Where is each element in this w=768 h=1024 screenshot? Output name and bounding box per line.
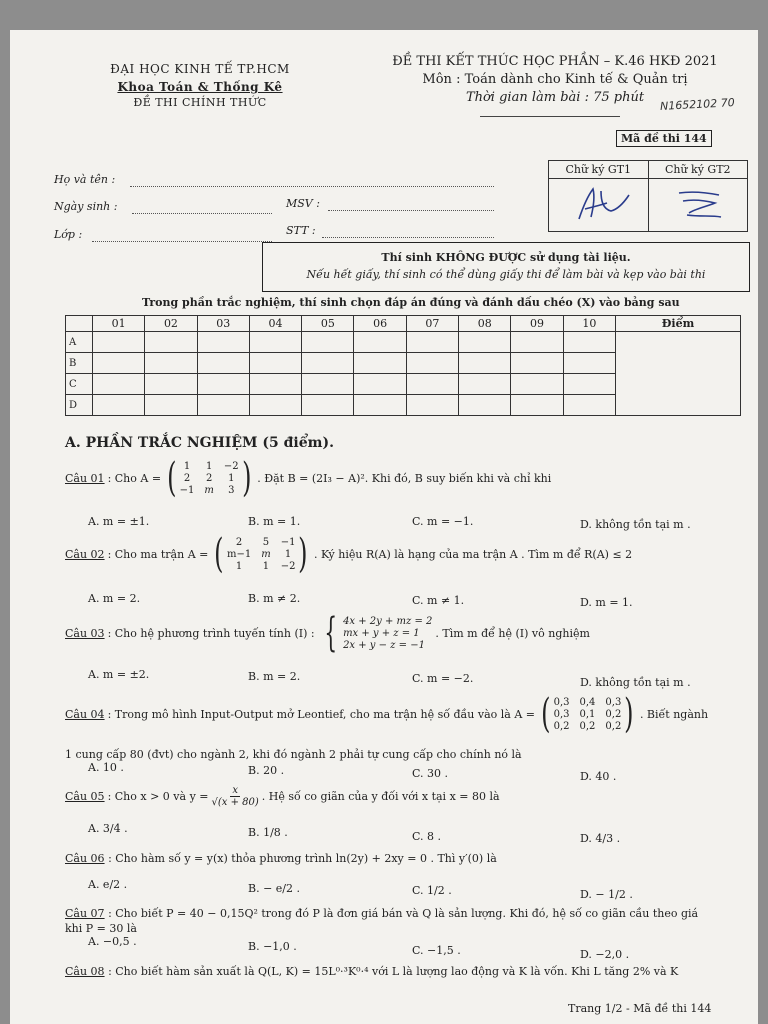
fraction-numerator: x (232, 785, 238, 796)
score-header: Điểm (616, 316, 741, 332)
matrix-cell: 5 (262, 536, 270, 548)
answer-col-06: 06 (354, 316, 406, 332)
question-text-pre: : Cho A = (107, 471, 162, 485)
matrix-cell: 2 (183, 472, 191, 484)
question-label: Câu 01 (65, 471, 105, 485)
option-b[interactable]: B. 1/8 . (248, 826, 288, 839)
question-label: Câu 07 (65, 907, 105, 920)
answer-cell[interactable] (354, 353, 406, 374)
matrix-cell: −2 (280, 560, 296, 572)
option-d[interactable]: D. m = 1. (580, 596, 633, 609)
question-03 (65, 610, 590, 656)
handwritten-code: N1652102 70 (659, 96, 736, 113)
exam-paper (10, 30, 758, 1024)
answer-cell[interactable] (511, 395, 563, 416)
msv-label: MSV : (286, 197, 320, 210)
matrix-cell: 1 (228, 472, 235, 484)
question-text-pre: : Cho ma trận A = (107, 547, 209, 561)
page-footer: Trang 1/2 - Mã đề thi 144 (568, 1002, 712, 1015)
answer-col-05: 05 (302, 316, 354, 332)
question-text-post: . Biết ngành (639, 707, 709, 721)
answer-col-08: 08 (459, 316, 511, 332)
answer-cell[interactable] (249, 353, 301, 374)
answer-instruction: Trong phần trắc nghiệm, thí sinh chọn đáp án đúng và đánh dấu chéo (X) vào bảng sau (142, 296, 680, 309)
answer-col-01: 01 (93, 316, 145, 332)
question-label: Câu 03 (65, 626, 105, 640)
question-text-line2: 1 cung cấp 80 (đvt) cho ngành 2, khi đó ngành 2 phải tự cung cấp cho chính nó là (65, 748, 522, 761)
answer-cell[interactable] (197, 332, 249, 353)
answer-cell[interactable] (354, 395, 406, 416)
answer-cell[interactable] (93, 353, 145, 374)
answer-cell[interactable] (145, 332, 197, 353)
matrix-cell: 0,2 (605, 708, 622, 720)
question-05 (65, 785, 500, 808)
answer-cell[interactable] (459, 332, 511, 353)
stt-label: STT : (286, 224, 316, 237)
system-eq-2: mx + y + z = 1 (343, 627, 420, 639)
msv-field[interactable] (328, 210, 494, 211)
answer-cell[interactable] (145, 374, 197, 395)
option-d[interactable]: D. −2,0 . (580, 948, 630, 961)
system-eq-1: 4x + 2y + mz = 2 (343, 615, 433, 627)
option-b[interactable]: B. m ≠ 2. (248, 592, 301, 605)
score-cell[interactable] (616, 332, 741, 416)
question-text-pre: : Cho x > 0 và y = (107, 790, 209, 803)
question-label: Câu 02 (65, 547, 105, 561)
faculty-name: Khoa Toán & Thống Kê (117, 80, 283, 94)
option-a[interactable]: A. m = 2. (88, 592, 141, 605)
linear-system (318, 610, 433, 656)
university-name: ĐẠI HỌC KINH TẾ TP.HCM (110, 62, 290, 76)
answer-cell[interactable] (563, 353, 615, 374)
matrix-cell: −2 (223, 460, 239, 472)
answer-col-03: 03 (197, 316, 249, 332)
signature-gt2[interactable] (648, 179, 748, 232)
answer-row-a (66, 332, 741, 353)
question-text-post: . Ký hiệu R(A) là hạng của ma trận A . Tìm m để R(A) ≤ 2 (314, 547, 633, 561)
answer-header-row (66, 316, 741, 332)
signature-table (548, 160, 748, 232)
answer-cell[interactable] (563, 374, 615, 395)
official-label: ĐỀ THI CHÍNH THỨC (133, 96, 267, 109)
answer-row-label: A (66, 332, 93, 353)
option-a[interactable]: A. −0,5 . (88, 935, 137, 948)
dob-label: Ngày sinh : (54, 200, 118, 213)
answer-cell[interactable] (145, 395, 197, 416)
matrix-cell: 0,1 (579, 708, 596, 720)
system-eq-3: 2x + y − z = −1 (343, 639, 425, 651)
fraction (212, 785, 259, 808)
matrix-a: ( 0,3 0,4 0,3 0,3 0,1 0,2 0,2 0,2 0,2 ) (541, 691, 634, 737)
option-a[interactable]: A. 3/4 . (88, 822, 128, 835)
name-label: Họ và tên : (54, 173, 116, 186)
matrix-cell: 1 (262, 560, 270, 572)
question-label: Câu 05 (65, 790, 105, 803)
matrix-a: ( 2 5 −1 m−1 m 1 1 1 −2 ) (214, 531, 308, 577)
matrix-cell: 0,3 (553, 696, 570, 708)
matrix-cell: m−1 (226, 548, 252, 560)
signature-gt1[interactable] (549, 179, 649, 232)
matrix-cell: 0,3 (605, 696, 622, 708)
fraction-denominator: √(x + 80) (211, 797, 259, 808)
notice-line2: Nếu hết giấy, thí sinh có thể dùng giấy thi để làm bài và kẹp vào bài thi (306, 268, 706, 281)
answer-cell[interactable] (302, 395, 354, 416)
option-c[interactable]: C. −1,5 . (412, 944, 461, 957)
question-label: Câu 04 (65, 707, 105, 721)
matrix-cell: 1 (205, 460, 213, 472)
question-07 (65, 907, 698, 920)
option-b[interactable]: B. m = 1. (248, 515, 301, 528)
answer-cell[interactable] (511, 374, 563, 395)
answer-cell[interactable] (197, 353, 249, 374)
matrix-cell: 1 (235, 560, 243, 572)
matrix-cell: 2 (205, 472, 213, 484)
matrix-a: ( 1 1 −2 2 2 1 −1 m 3 ) (167, 455, 252, 501)
signature-gt1-mark (549, 179, 647, 227)
answer-cell[interactable] (93, 395, 145, 416)
answer-row-label: C (66, 374, 93, 395)
question-text-post: . Đặt B = (2I₃ − A)². Khi đó, B suy biến khi và chỉ khi (257, 471, 552, 485)
answer-cell[interactable] (354, 332, 406, 353)
question-text-pre: : Trong mô hình Input-Output mở Leontief, cho ma trận hệ số đầu vào là A = (107, 707, 535, 721)
answer-cell[interactable] (197, 395, 249, 416)
answer-cell[interactable] (93, 332, 145, 353)
answer-col-09: 09 (511, 316, 563, 332)
answer-cell[interactable] (249, 332, 301, 353)
answer-col-04: 04 (249, 316, 301, 332)
matrix-cell: 3 (228, 484, 235, 496)
matrix-cell: 0,4 (579, 696, 596, 708)
option-d[interactable]: D. không tồn tại m . (580, 676, 691, 689)
answer-table (65, 315, 741, 416)
option-b[interactable]: B. m = 2. (248, 670, 301, 683)
stt-field[interactable] (322, 237, 494, 238)
option-c[interactable]: C. 8 . (412, 830, 442, 843)
answer-cell[interactable] (406, 332, 458, 353)
answer-cell[interactable] (563, 332, 615, 353)
option-a[interactable]: A. m = ±1. (88, 515, 150, 528)
answer-row-label: D (66, 395, 93, 416)
question-04 (65, 691, 709, 737)
question-text: : Cho biết P = 40 − 0,15Q² trong đó P là đơn giá bán và Q là sản lượng. Khi đó, hệ số co giãn cầu theo giá (108, 907, 699, 920)
option-b[interactable]: B. − e/2 . (248, 882, 300, 895)
question-02 (65, 531, 633, 577)
answer-col-10: 10 (563, 316, 615, 332)
question-08 (65, 965, 678, 978)
question-text: : Cho biết hàm sản xuất là Q(L, K) = 15L⁰·³K⁰·⁴ với L là lượng lao động và K là vốn. Khi L tăng 2% và K (108, 965, 679, 978)
exam-code-box: Mã đề thi 144 (616, 130, 712, 147)
option-b[interactable]: B. 20 . (248, 764, 285, 777)
question-text-post: . Tìm m để hệ (I) vô nghiệm (435, 626, 590, 640)
answer-cell[interactable] (249, 374, 301, 395)
question-text-line2: khi P = 30 là (65, 922, 137, 935)
option-a[interactable]: A. e/2 . (88, 878, 128, 891)
answer-cell[interactable] (302, 353, 354, 374)
duration-label: Thời gian làm bài : 75 phút (465, 90, 645, 105)
answer-cell[interactable] (302, 332, 354, 353)
matrix-cell: 2 (235, 536, 243, 548)
question-label: Câu 06 (65, 852, 105, 865)
option-c[interactable]: C. 1/2 . (412, 884, 452, 897)
section-title: A. PHẦN TRẮC NGHIỆM (5 điểm). (65, 435, 334, 451)
answer-cell[interactable] (459, 395, 511, 416)
matrix-cell: −1 (179, 484, 195, 496)
notice-box (262, 242, 750, 292)
matrix-cell: 1 (284, 548, 292, 560)
answer-cell[interactable] (406, 374, 458, 395)
name-field[interactable] (130, 186, 494, 187)
matrix-cell: m (204, 484, 214, 496)
matrix-cell: m (261, 548, 271, 560)
answer-cell[interactable] (511, 353, 563, 374)
answer-cell[interactable] (302, 374, 354, 395)
answer-row-label: B (66, 353, 93, 374)
option-b[interactable]: B. −1,0 . (248, 940, 297, 953)
matrix-cell: 0,2 (579, 720, 596, 732)
answer-cell[interactable] (459, 353, 511, 374)
dob-field[interactable] (132, 213, 272, 214)
subject-label: Môn : Toán dành cho Kinh tế & Quản trị (422, 72, 688, 87)
header-rule (480, 116, 620, 117)
option-d[interactable]: D. không tồn tại m . (580, 518, 691, 531)
question-01 (65, 455, 552, 501)
answer-cell[interactable] (354, 374, 406, 395)
signature-gt2-label: Chữ ký GT2 (648, 161, 748, 179)
answer-corner (66, 316, 93, 332)
answer-cell[interactable] (145, 353, 197, 374)
answer-cell[interactable] (406, 353, 458, 374)
question-text-post: . Hệ số co giãn của y đối với x tại x = 80 là (261, 790, 500, 803)
matrix-cell: 0,2 (553, 720, 570, 732)
matrix-cell: −1 (280, 536, 296, 548)
option-c[interactable]: C. m ≠ 1. (412, 594, 465, 607)
question-label: Câu 08 (65, 965, 105, 978)
answer-cell[interactable] (563, 395, 615, 416)
system-brace: { (323, 610, 337, 656)
answer-cell[interactable] (197, 374, 249, 395)
question-text-pre: : Cho hệ phương trình tuyến tính (I) : (107, 626, 315, 640)
matrix-cell: 1 (183, 460, 191, 472)
exam-title: ĐỀ THI KẾT THÚC HỌC PHẦN – K.46 HKĐ 2021 (392, 54, 718, 69)
notice-line1: Thí sinh KHÔNG ĐƯỢC sử dụng tài liệu. (381, 251, 631, 264)
option-a[interactable]: A. m = ±2. (88, 668, 150, 681)
option-a[interactable]: A. 10 . (88, 761, 124, 774)
matrix-cell: 0,2 (605, 720, 622, 732)
question-06 (65, 852, 497, 865)
answer-cell[interactable] (406, 395, 458, 416)
option-c[interactable]: C. 30 . (412, 767, 449, 780)
answer-col-02: 02 (145, 316, 197, 332)
answer-cell[interactable] (93, 374, 145, 395)
answer-cell[interactable] (249, 395, 301, 416)
option-c[interactable]: C. m = −2. (412, 672, 474, 685)
answer-cell[interactable] (511, 332, 563, 353)
option-d[interactable]: D. 40 . (580, 770, 617, 783)
class-label: Lớp : (54, 228, 83, 241)
question-text: : Cho hàm số y = y(x) thỏa phương trình ln(2y) + 2xy = 0 . Thì y′(0) là (108, 852, 497, 865)
signature-gt1-label: Chữ ký GT1 (549, 161, 649, 179)
option-d[interactable]: D. − 1/2 . (580, 888, 633, 901)
class-field[interactable] (92, 241, 272, 242)
matrix-cell: 0,3 (553, 708, 570, 720)
option-d[interactable]: D. 4/3 . (580, 832, 621, 845)
signature-gt2-mark (649, 179, 747, 227)
answer-col-07: 07 (406, 316, 458, 332)
answer-cell[interactable] (459, 374, 511, 395)
option-c[interactable]: C. m = −1. (412, 515, 474, 528)
